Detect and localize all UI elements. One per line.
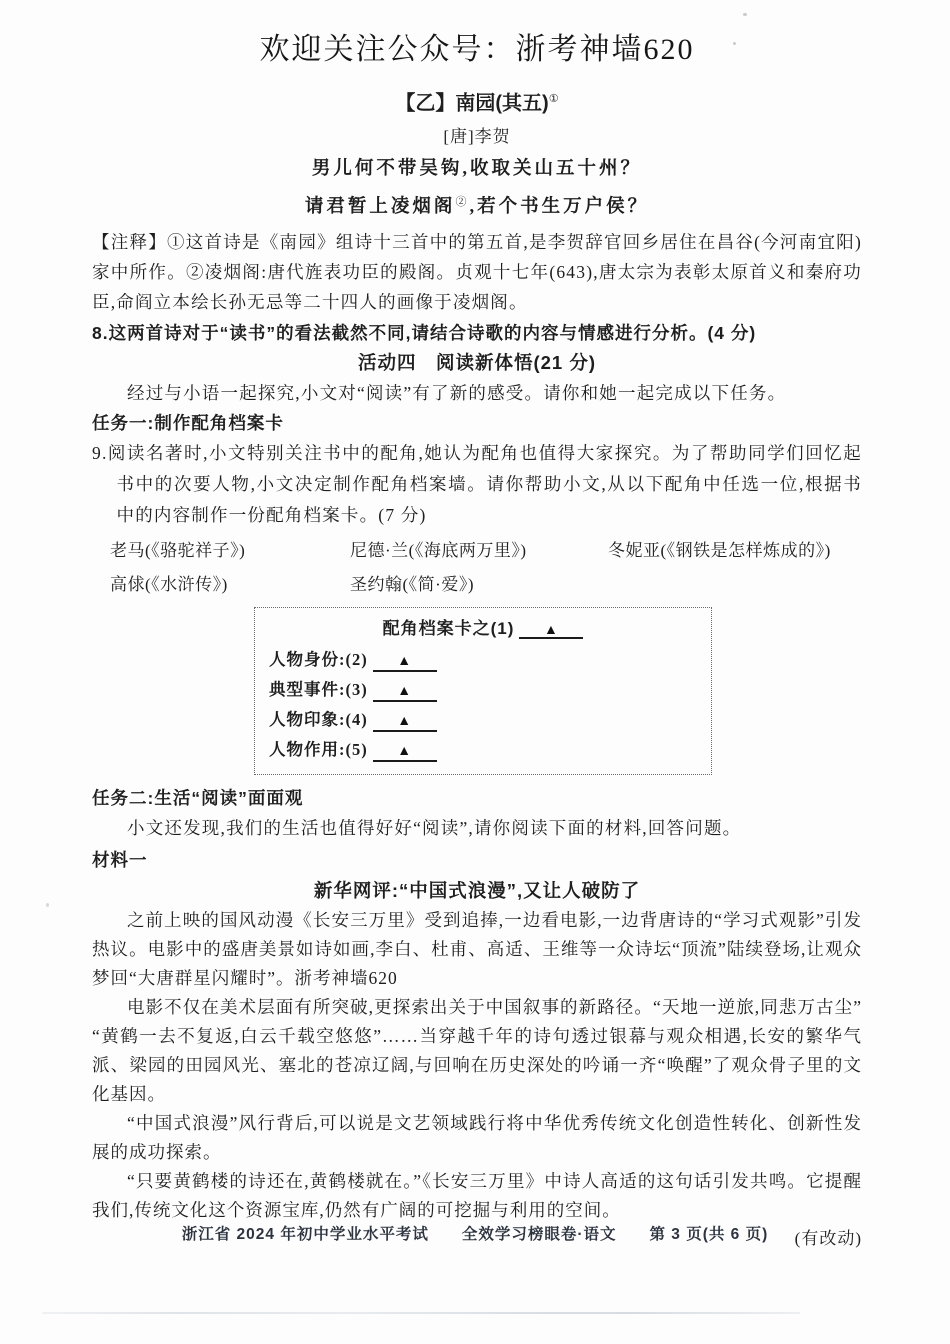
scan-artifact-speck: [733, 42, 736, 45]
role-card-title: [269, 616, 697, 642]
field-label: 人物印象:(4): [269, 709, 368, 729]
poem-author: [唐]李贺: [443, 126, 511, 146]
poem-line-2: [92, 189, 862, 220]
material-paragraph-3: “中国式浪漫”风行背后,可以说是文艺领域践行将中华优秀传统文化创造性转化、创新性发展的成功探索。: [92, 1112, 862, 1162]
answer-blank-3: [373, 682, 437, 702]
material-1-label: 材料一: [92, 849, 148, 870]
triangle-marker: ▲: [397, 683, 413, 699]
poem-line-2-text: 请君暂上凌烟阁: [304, 196, 456, 217]
material-paragraph-2: 电影不仅在美术层面有所突破,更探索出关于中国叙事的新路径。“天地一逆旅,同悲万古尘”“黄鹤一去不复返,白云千载空悠悠”……当穿越千年的诗句透过银幕与观众相遇,长安的繁华气派、梁园的田园风光、塞北的苍凉辽阔,与回响在历史深处的吟诵一齐“唤醒”了观众骨子里的文化基因。: [92, 996, 862, 1104]
question-8: 8.这两首诗对于“读书”的看法截然不同,请结合诗歌的内容与情感进行分析。(4 分): [92, 322, 757, 343]
activity-4-heading: 活动四 阅读新体悟(21 分): [357, 351, 597, 373]
task-1-heading: 任务一:制作配角档案卡: [92, 412, 284, 433]
triangle-marker: ▲: [543, 620, 559, 637]
poem-title-note-marker: ①: [548, 93, 559, 105]
task-2-intro: 小文还发现,我们的生活也值得好好“阅读”,请你阅读下面的材料,回答问题。: [127, 817, 742, 838]
triangle-marker: ▲: [397, 653, 413, 669]
character-options: [110, 534, 862, 602]
field-label: 典型事件:(3): [269, 679, 368, 699]
page-footer: 浙江省 2024 年初中学业水平考试 全效学习榜眼卷·语文 第 3 页(共 6 页): [181, 1226, 769, 1243]
poem-line-2-note-marker: ②: [455, 195, 470, 208]
poem-line-1: 男儿何不带吴钩,收取关山五十州？: [311, 158, 643, 179]
role-card-title-text: 配角档案卡之(1): [382, 618, 515, 638]
character-option-laoma: 老马(《骆驼祥子》): [110, 540, 246, 560]
material-paragraph-1: 之前上映的国风动漫《长安三万里》受到追捧,一边看电影,一边背唐诗的“学习式观影”引发热议。电影中的盛唐美景如诗如画,李白、杜甫、高适、王维等一众诗坛“顶流”陆续登场,让观众梦回“大唐群星闪耀时”。浙考神墙620: [92, 909, 862, 988]
triangle-marker: ▲: [397, 713, 413, 729]
triangle-marker: ▲: [397, 743, 413, 759]
character-option-nedland: 尼德·兰(《海底两万里》): [350, 540, 527, 560]
material-1-title: 新华网评:“中国式浪漫”,又让人破防了: [313, 879, 641, 901]
role-card: [254, 607, 712, 775]
task-2-heading: 任务二:生活“阅读”面面观: [92, 787, 304, 808]
poem-title: [92, 86, 862, 117]
scan-artifact-speck: [743, 13, 747, 16]
poem-title-text: 【乙】南园(其五): [395, 92, 549, 115]
material-attribution: (有改动): [794, 1228, 862, 1248]
scan-artifact-line: [42, 1312, 800, 1314]
character-option-tonia: 冬妮亚(《钢铁是怎样炼成的》): [608, 540, 831, 560]
character-option-gaoqiu: 高俅(《水浒传》): [110, 574, 228, 594]
role-card-field-impression: [269, 709, 697, 732]
answer-blank-2: [373, 652, 437, 672]
header-banner: 欢迎关注公众号：浙考神墙620: [259, 33, 695, 66]
poem-footnotes: 【注释】①这首诗是《南园》组诗十三首中的第五首,是李贺辞官回乡居住在昌谷(今河南宜阳)家中所作。②凌烟阁:唐代旌表功臣的殿阁。贞观十七年(643),唐太宗为表彰太原首义和秦府功臣,命阎立本绘长孙无忌等二十四人的画像于凌烟阁。: [92, 231, 862, 312]
field-label: 人物身份:(2): [269, 649, 368, 669]
role-card-field-function: [269, 739, 697, 762]
answer-blank-4: [373, 712, 437, 732]
field-label: 人物作用:(5): [269, 739, 368, 759]
role-card-field-identity: [269, 649, 697, 672]
poem-line-2-text-end: ,若个书生万户侯？: [469, 196, 650, 217]
answer-blank-5: [373, 742, 437, 762]
question-9: 9.阅读名著时,小文特别关注书中的配角,她认为配角也值得大家探究。为了帮助同学们回忆起书中的次要人物,小文决定制作配角档案墙。请你帮助小文,从以下配角中任选一位,根据书中的内容制作一份配角档案卡。(7 分): [92, 442, 862, 525]
character-option-empty: [608, 568, 862, 602]
activity-4-intro: 经过与小语一起探究,小文对“阅读”有了新的感受。请你和她一起完成以下任务。: [127, 382, 787, 403]
character-option-stjohn: 圣约翰(《简·爱》): [350, 574, 474, 594]
material-paragraph-4: “只要黄鹤楼的诗还在,黄鹤楼就在。”《长安三万里》中诗人高适的这句话引发共鸣。它提醒我们,传统文化这个资源宝库,仍然有广阔的可挖掘与利用的空间。: [92, 1170, 862, 1220]
poem-section: [92, 86, 862, 220]
role-card-field-event: [269, 679, 697, 702]
answer-blank-1: [519, 621, 583, 639]
scan-artifact-speck: [46, 903, 49, 907]
